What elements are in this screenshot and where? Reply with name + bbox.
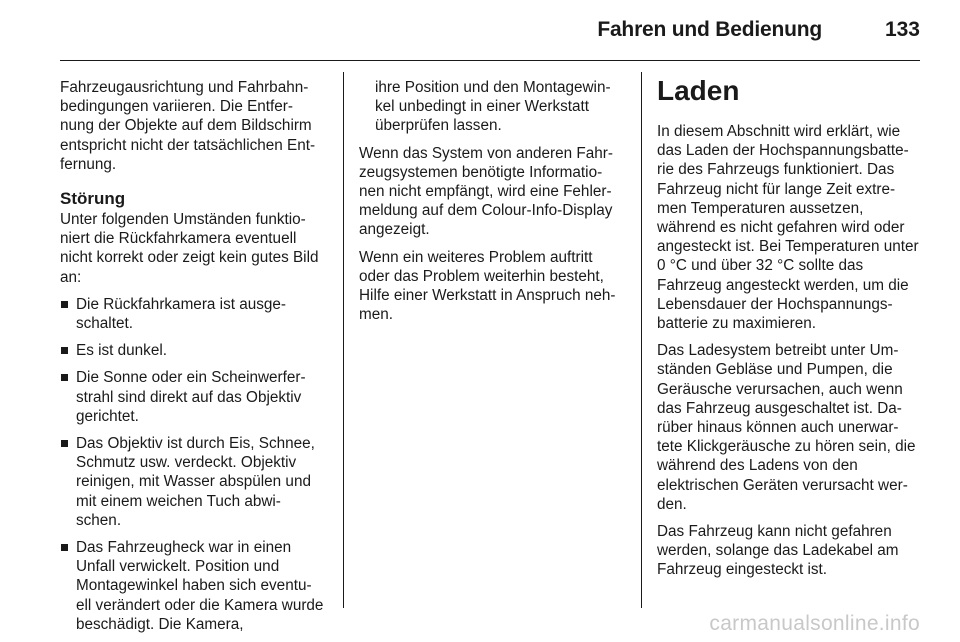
continuation-paragraph: ihre Position und den Montagewin- kel unbedingt in einer Werkstatt überprüfen lassen. [375, 79, 611, 135]
list-item-text: Das Fahrzeugheck war in einen Unfall verwickelt. Position und Montagewinkel haben sich eventu- ell verändert oder die Kamera wurde beschädigt. Die Kamera, [76, 539, 324, 633]
bullet-icon [61, 374, 68, 381]
page-number: 133 [884, 18, 920, 41]
paragraph-system-message: Wenn das System von anderen Fahr- zeugsystemen benötigte Informatio- nen nicht empfängt, wird eine Fehler- meldung auf dem Colour-Info-Display angezeigt. [359, 144, 613, 239]
list-item-text: Die Rückfahrkamera ist ausge- schaltet. [76, 295, 286, 333]
list-item [60, 538, 328, 634]
column-divider-1 [343, 72, 344, 608]
section-heading-laden: Laden [657, 75, 740, 106]
bullet-icon [61, 347, 68, 354]
bullet-icon [61, 440, 68, 447]
stoerung-lead: Unter folgenden Umständen funktio- niert die Rückfahrkamera eventuell nicht korrekt oder zeigt kein gutes Bild an: [60, 211, 319, 286]
list-item [60, 341, 328, 360]
bullet-icon [61, 301, 68, 308]
column-2 [359, 78, 625, 332]
paragraph-workshop-help: Wenn ein weiteres Problem auftritt oder das Problem weiterhin besteht, Hilfe einer Werkstatt in Anspruch neh- men. [359, 248, 616, 324]
column-divider-2 [641, 72, 642, 608]
laden-paragraph-3: Das Fahrzeug kann nicht gefahren werden, solange das Ladekabel am Fahrzeug eingesteckt ist. [657, 523, 899, 579]
bullet-icon [61, 544, 68, 551]
list-item-text: Das Objektiv ist durch Eis, Schnee, Schmutz usw. verdeckt. Objektiv reinigen, mit Wasser abspülen und mit einem weichen Tuch abwi- schen. [76, 435, 315, 529]
page-header-title: Fahren und Bedienung [597, 18, 822, 41]
watermark: carmanualsonline.info [709, 612, 920, 635]
column-1 [60, 78, 328, 642]
section-heading-stoerung: Störung [60, 189, 126, 209]
laden-paragraph-2: Das Ladesystem betreibt unter Um- ständen Gebläse und Pumpen, die Geräusche verursachen, auch wenn das Fahrzeug ausgeschaltet ist. Da- rüber hinaus können auch unerwar- tete Klickgeräusche zu hören sein, die während des Ladens von den elektrischen Geräten verursacht wer- den. [657, 342, 916, 513]
list-item-text: Die Sonne oder ein Scheinwerfer- strahl sind direkt auf das Objektiv gerichtet. [76, 369, 306, 425]
list-item-text: Es ist dunkel. [76, 342, 167, 360]
intro-paragraph: Fahrzeugausrichtung und Fahrbahn- bedingungen variieren. Die Entfer- nung der Objekte auf dem Bildschirm entspricht nicht der tatsächlichen Ent- fernung. [60, 79, 316, 173]
list-item [60, 295, 328, 333]
laden-paragraph-1: In diesem Abschnitt wird erklärt, wie das Laden der Hochspannungsbatte- rie des Fahrzeugs funktioniert. Das Fahrzeug nicht für lange Zeit extre- men Temperaturen aussetzen, während es nicht gefahren wird oder angesteckt ist. Bei Temperaturen unter 0 °C und über 32 °C sollte das Fahrzeug angesteckt werden, um die Lebensdauer der Hochspannungs- batterie zu maximieren. [657, 123, 919, 333]
list-item [60, 434, 328, 530]
header-rule [60, 60, 920, 61]
list-item [60, 368, 328, 426]
column-3 [657, 74, 923, 588]
stoerung-list [60, 295, 328, 634]
